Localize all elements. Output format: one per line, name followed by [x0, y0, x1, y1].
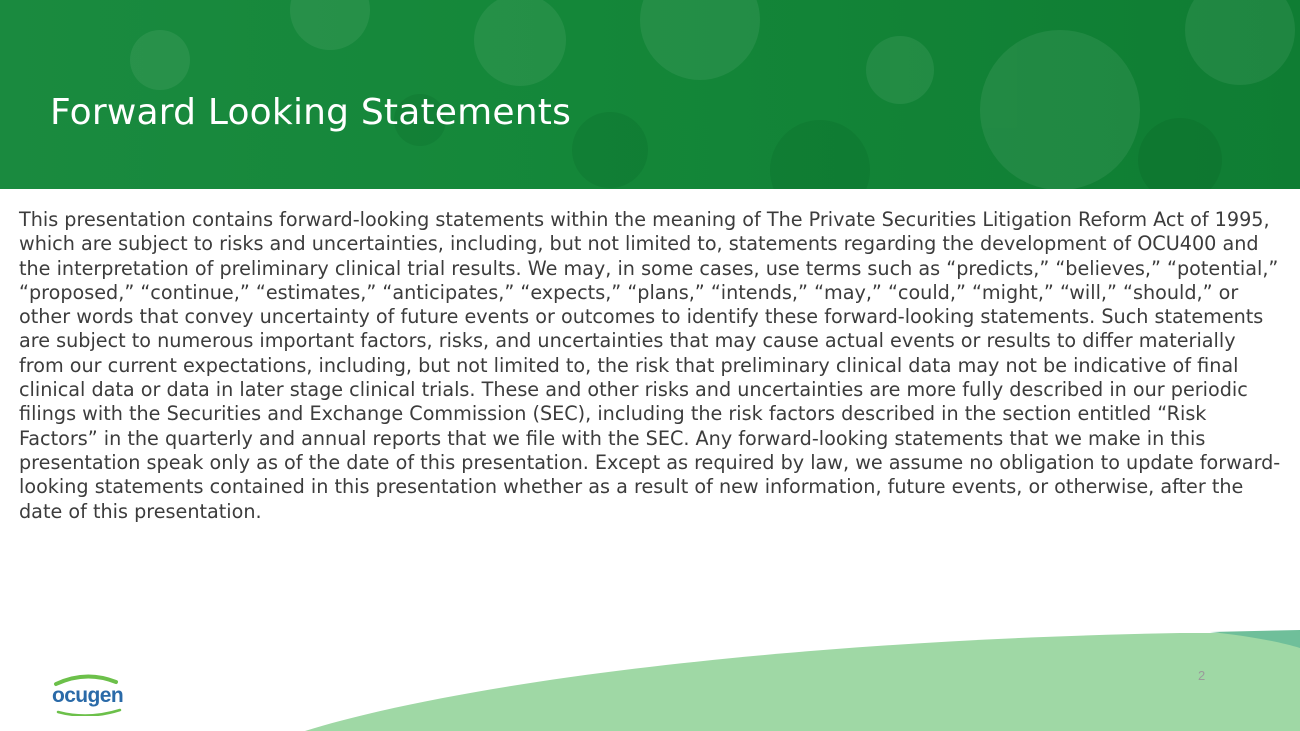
logo-wordmark: ocugen	[52, 684, 124, 707]
slide-title: Forward Looking Statements	[50, 92, 572, 133]
header-banner	[0, 0, 1300, 189]
ocugen-logo	[48, 672, 128, 716]
page-number: 2	[1198, 668, 1206, 683]
forward-looking-statement-text: This presentation contains forward-looking statements within the meaning of The Private Securities Litigation Reform Act of 1995, which are subject to risks and uncertainties, including, but not limited to, statements regarding the development of OCU400 and the interpretation of preliminary clinical trial results. We may, in some cases, use terms such as “predicts,” “believes,” “potential,” “proposed,” “continue,” “estimates,” “anticipates,” “expects,” “plans,” “intends,” “may,” “could,” “might,” “will,” “should,” or other words that convey uncertainty of future events or outcomes to identify these forward-looking statements. Such statements are subject to numerous important factors, risks, and uncertainties that may cause actual events or results to differ materially from our current expectations, including, but not limited to, the risk that preliminary clinical data may not be indicative of final clinical data or data in later stage clinical trials. These and other risks and uncertainties are more fully described in our periodic filings with the Securities and Exchange Commission (SEC), including the risk factors described in the section entitled “Risk Factors” in the quarterly and annual reports that we file with the SEC. Any forward-looking statements that we make in this presentation speak only as of the date of this presentation. Except as required by law, we assume no obligation to update forward-looking statements contained in this presentation whether as a result of new information, future events, or otherwise, after the date of this presentation.	[19, 208, 1281, 523]
decorative-swoosh	[0, 600, 1300, 731]
